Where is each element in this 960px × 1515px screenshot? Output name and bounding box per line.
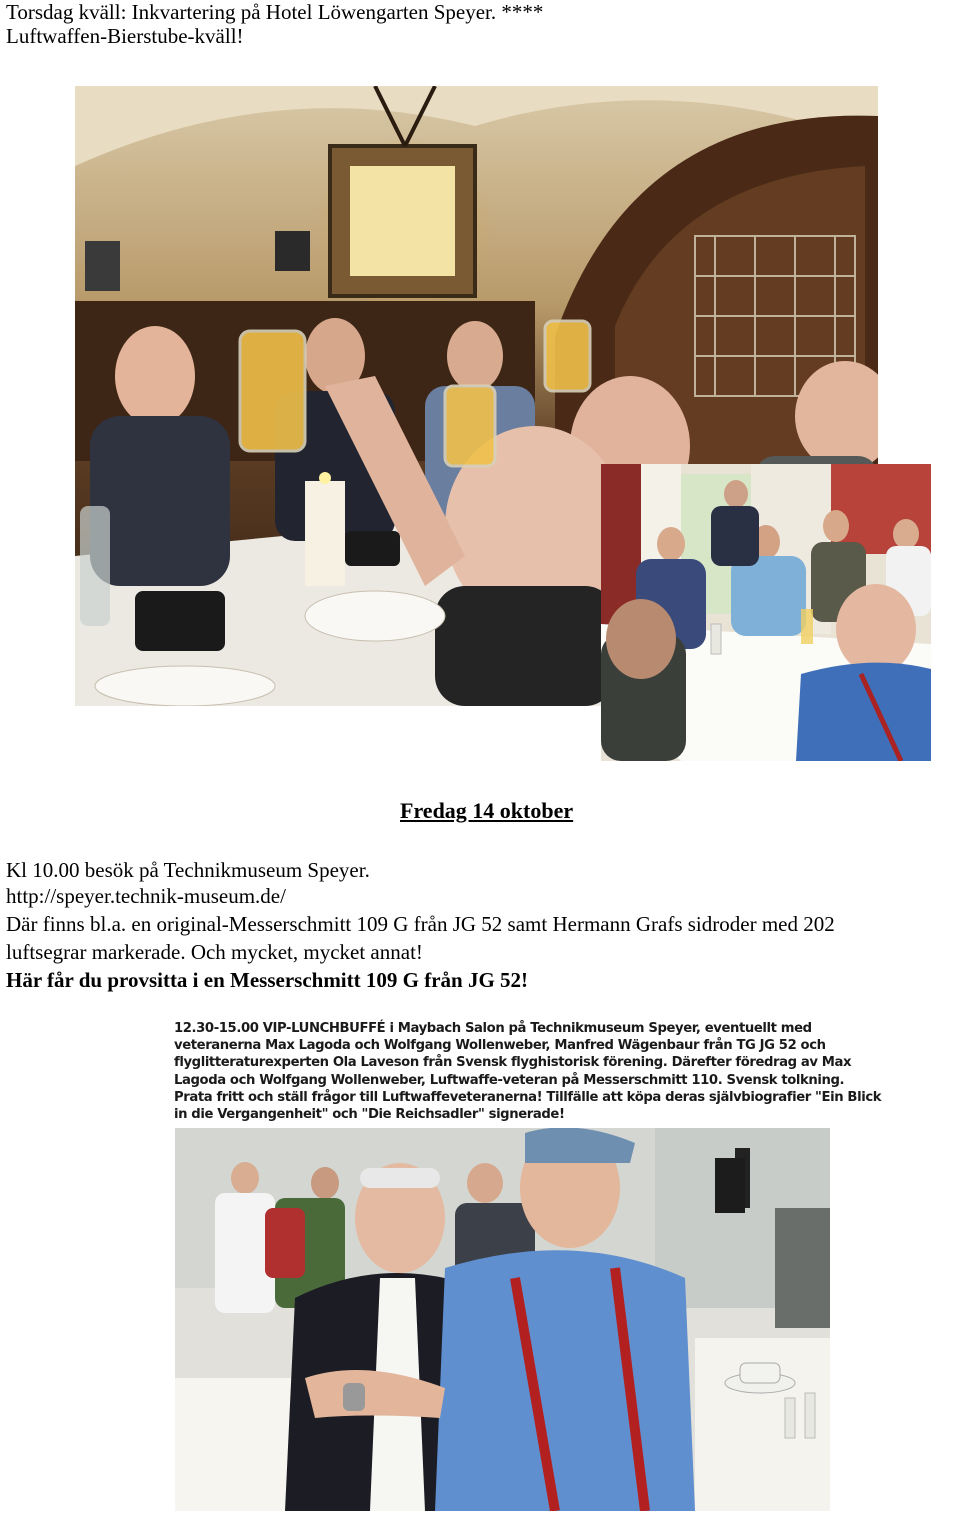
veterans-handshake-photo [175,1128,830,1511]
vip-notice-line: flyglitteraturexperten Ola Laveson från Svensk flyghistorisk förening. Därefter föredrag av Max [174,1055,852,1071]
friday-heading: Fredag 14 oktober [400,798,574,823]
museum-description-line-2: luftsegrar markerade. Och mycket, mycket annat! [6,940,423,964]
vip-notice-line: veteranerna Max Lagoda och Wolfgang Wollenweber, Manfred Wägenbaur från TG JG 52 och [174,1038,826,1054]
header-line-2: Luftwaffen-Bierstube-kväll! [6,24,244,48]
museum-visit-line: Kl 10.00 besök på Technikmuseum Speyer. [6,858,370,882]
vip-notice-line: Lagoda och Wolfgang Wollenweber, Luftwaffe-veteran på Messerschmitt 110. Svensk tolkning. [174,1072,845,1088]
vip-notice-line: 12.30-15.00 VIP-LUNCHBUFFÉ i Maybach Salon på Technikmuseum Speyer, eventuellt med [174,1021,812,1036]
museum-highlight-line: Här får du provsitta i en Messerschmitt 109 G från JG 52! [6,968,529,992]
lunch-table-photo [601,464,931,761]
museum-description-line-1: Där finns bl.a. en original-Messerschmitt 109 G från JG 52 samt Hermann Grafs sidroder med 202 [6,912,835,936]
header-line-1: Torsdag kväll: Inkvartering på Hotel Löwengarten Speyer. **** [6,0,544,24]
vip-notice-line: in die Vergangenheit" och "Die Reichsadler" signerade! [174,1107,565,1123]
vip-notice-line: Prata fritt och ställ frågor till Luftwaffeveteranerna! Tillfälle att köpa deras självbiografier "Ein Blick [174,1089,882,1105]
vip-lunch-notice [174,1020,882,1124]
museum-url[interactable]: http://speyer.technik-museum.de/ [6,884,286,908]
